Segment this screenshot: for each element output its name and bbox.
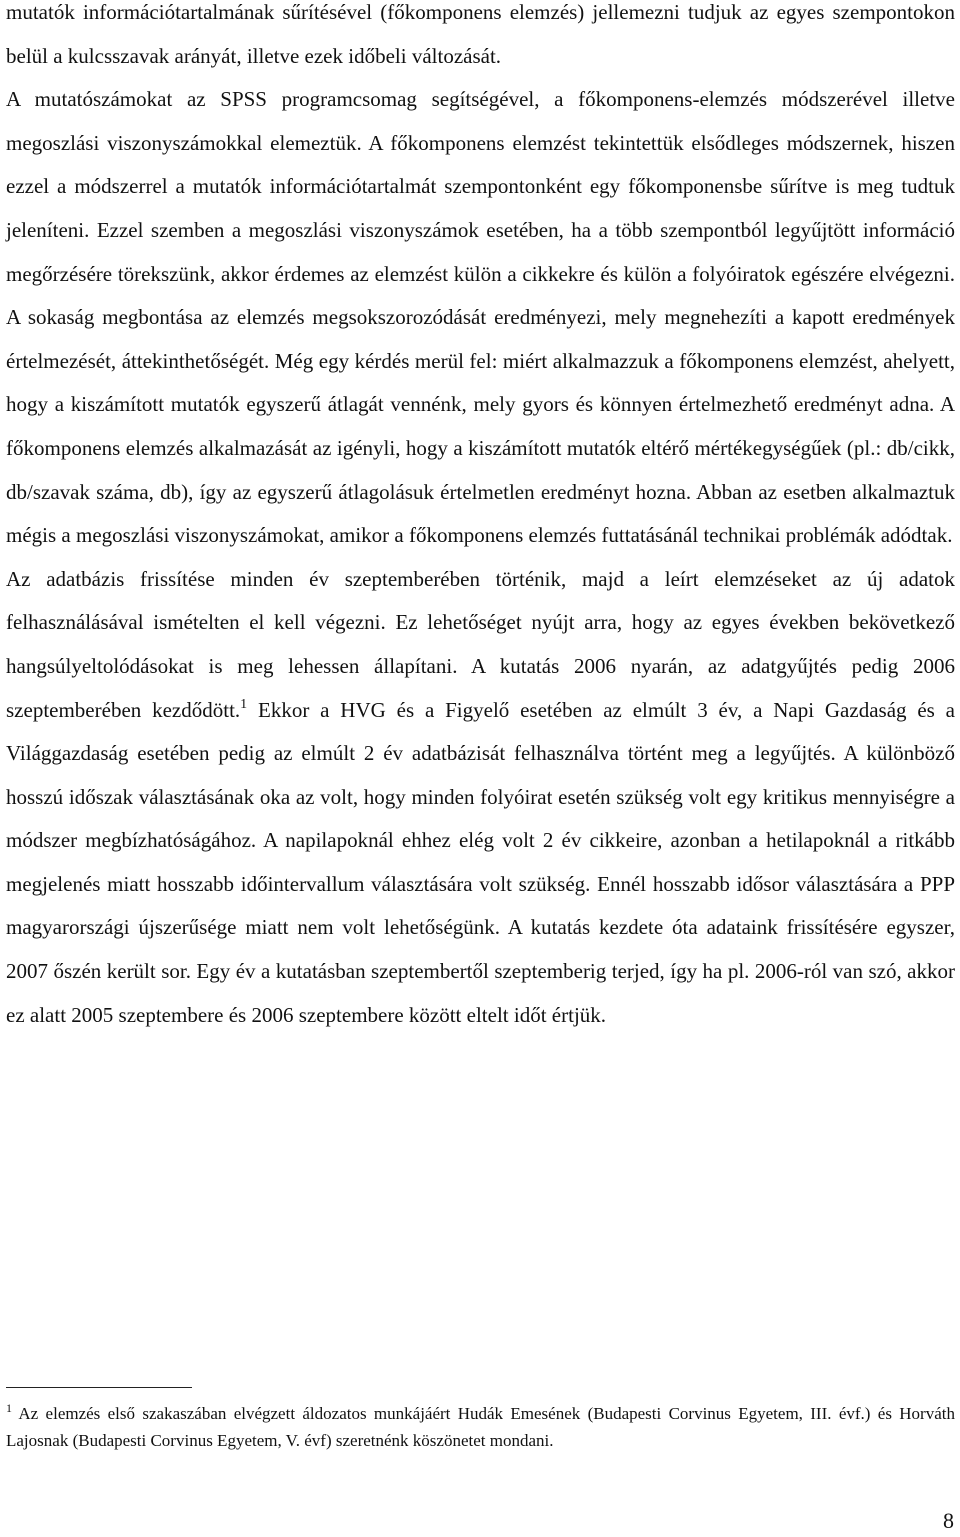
footnote-reference[interactable]: 1 [240, 696, 248, 712]
footnote-text: Az elemzés első szakaszában elvégzett áldozatos munkájáért Hudák Emesének (Budapesti Corvinus Egyetem, III. évf.) és Horváth Lajosnak (Budapesti Corvinus Egyetem, V. évf) szeretnénk köszönetet mondani. [6, 1404, 955, 1450]
paragraph-methods: A mutatószámokat az SPSS programcsomag segítségével, a főkomponens-elemzés módszerével illetve megoszlási viszonyszámokkal elemeztük. A főkomponens elemzést tekintettük elsődleges módszernek, hiszen ezzel a módszerrel a mutatók információtartalmát szempontonként egy főkomponensbe sűrítve is meg tudtuk jeleníteni. Ezzel szemben a megoszlási viszonyszámok esetében, ha a több szempontból legyűjtött információ megőrzésére törekszünk, akkor érdemes az elemzést külön a cikkekre és külön a folyóiratok egészére elvégezni. A sokaság megbontása az elemzés megsokszorozódását eredményezi, mely megnehezíti a kapott eredmények értelmezését, áttekinthetőségét. Még egy kérdés merül fel: miért alkalmazzuk a főkomponens elemzést, ahelyett, hogy a kiszámított mutatók egyszerű átlagát vennénk, mely gyors és könnyen értelmezhető eredményt adna. A főkomponens elemzés alkalmazását az igényli, hogy a kiszámított mutatók eltérő mértékegységűek (pl.: db/cikk, db/szavak száma, db), így az egyszerű átlagolásuk értelmetlen eredményt hozna. Abban az esetben alkalmaztuk mégis a megoszlási viszonyszámokat, amikor a főkomponens elemzés futtatásánál technikai problémák adódtak. [6, 87, 955, 548]
paragraph-continuation: mutatók információtartalmának sűrítésével (főkomponens elemzés) jellemezni tudjuk az egyes szempontokon belül a kulcsszavak arányát, illetve ezek időbeli változását. [6, 0, 955, 68]
paragraph-database-update [6, 558, 955, 1038]
body-text [6, 0, 955, 1037]
paragraph-database-update-end: Ekkor a HVG és a Figyelő esetében az elmúlt 3 év, a Napi Gazdaság és a Világgazdaság esetében pedig az elmúlt 2 év adatbázisát felhasználva történt meg a legyűjtés. A különböző hosszú időszak választásának oka az volt, hogy minden folyóirat esetén szükség volt egy kritikus mennyiségre a módszer megbízhatóságához. A napilapoknál ehhez elég volt 2 év cikkeire, azonban a hetilapoknál a ritkább megjelenés miatt hosszabb időintervallum választására volt szükség. Ennél hosszabb idősor választására a PPP magyarországi újszerűsége miatt nem volt lehetőségünk. A kutatás kezdete óta adataink frissítésére egyszer, 2007 őszén került sor. Egy év a kutatásban szeptembertől szeptemberig terjed, így ha pl. 2006-ról van szó, akkor ez alatt 2005 szeptembere és 2006 szeptembere között eltelt időt értjük. [6, 697, 955, 1027]
paragraph-database-update-start: Az adatbázis frissítése minden év szeptemberében történik, majd a leírt elemzéseket az új adatok felhasználásával ismételten el kell végezni. Ez lehetőséget nyújt arra, hogy az egyes években bekövetkező hangsúlyeltolódásokat is meg lehessen állapítani. A kutatás 2006 nyarán, az adatgyűjtés pedig 2006 szeptemberében kezdődött. [6, 566, 955, 722]
page-number: 8 [943, 1508, 954, 1533]
footnote-mark: 1 [6, 1401, 12, 1415]
footnote-separator [6, 1387, 192, 1388]
footnote [6, 1400, 955, 1454]
